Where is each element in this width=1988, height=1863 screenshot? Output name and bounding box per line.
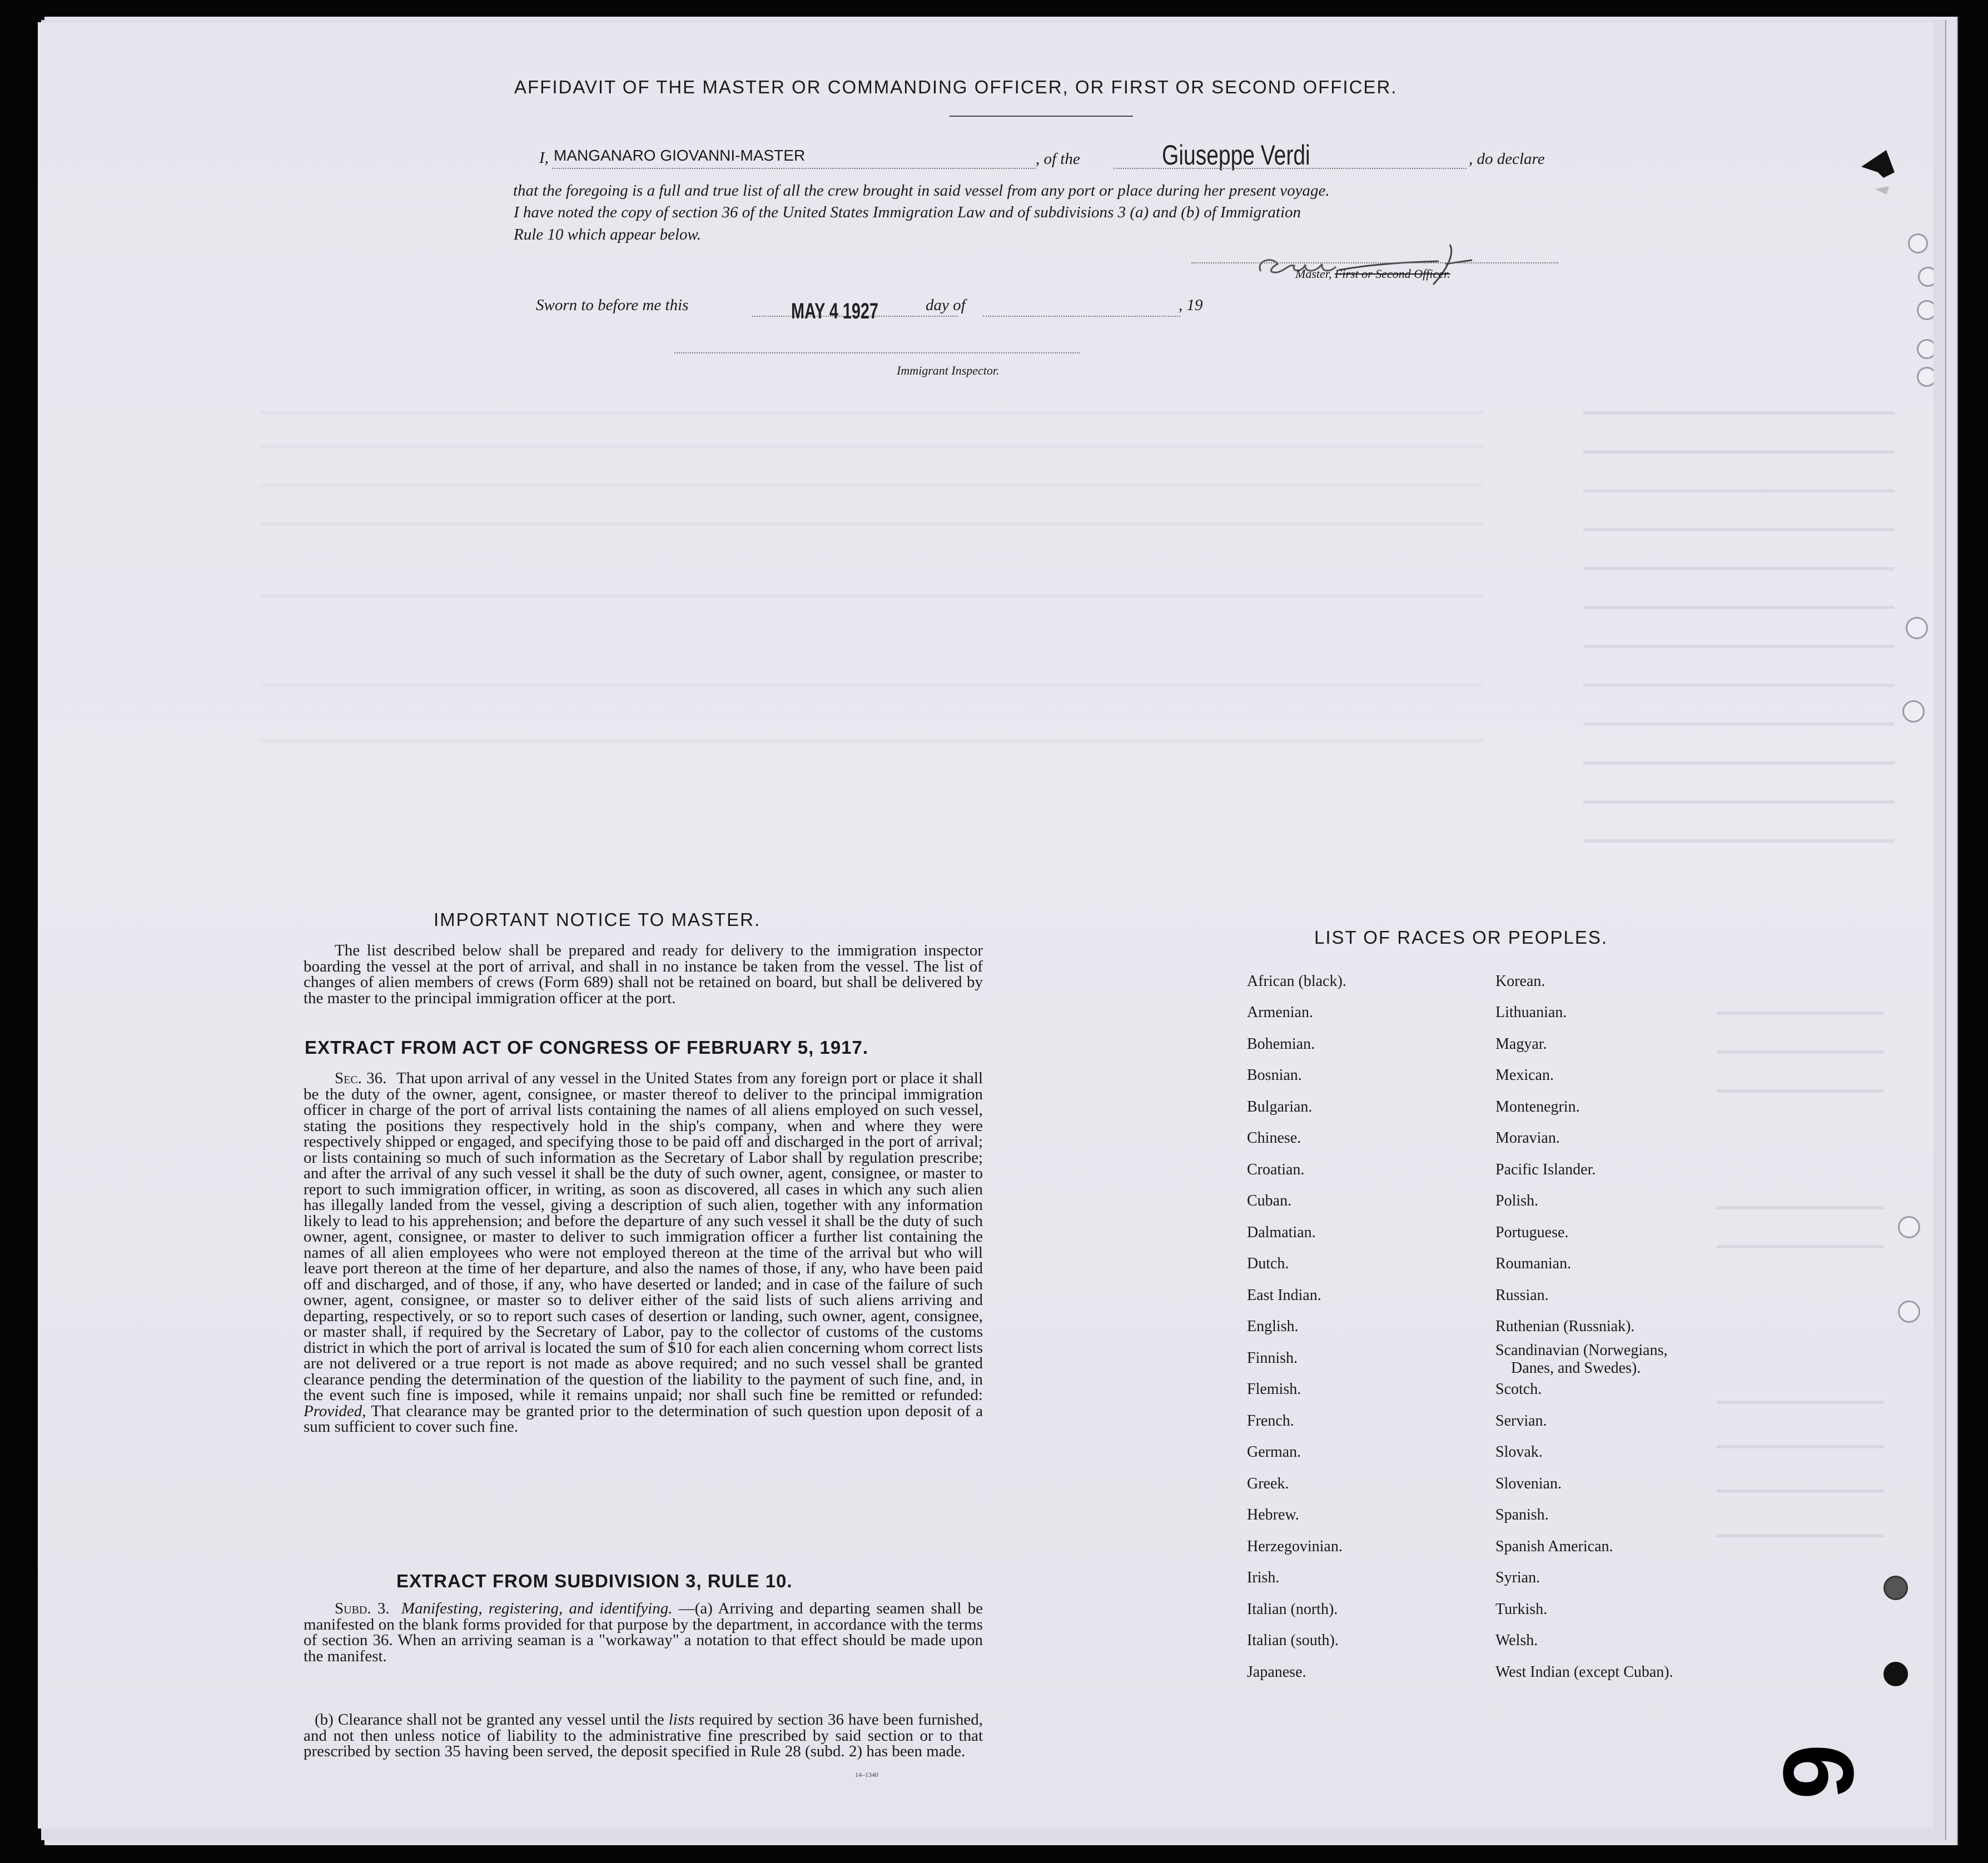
act-section-label: Sec. 36.	[335, 1069, 387, 1087]
signer-role-master: Master,	[1295, 267, 1332, 281]
race-item: Spanish American.	[1495, 1538, 1613, 1555]
race-item: Mexican.	[1495, 1067, 1554, 1084]
month-line	[983, 316, 1180, 317]
binder-hole	[1883, 1662, 1908, 1686]
document-page	[38, 22, 1934, 1829]
race-item: Greek.	[1247, 1475, 1289, 1492]
race-item: Italian (south).	[1247, 1632, 1339, 1649]
title-rule	[950, 116, 1133, 117]
binder-hole	[1917, 300, 1934, 320]
rule-para-b-lists: lists	[668, 1711, 695, 1728]
race-item: West Indian (except Cuban).	[1495, 1663, 1673, 1681]
sworn-label: Sworn to before me this	[536, 296, 689, 314]
torn-corner-mark	[1856, 133, 1911, 200]
race-item: Bosnian.	[1247, 1067, 1302, 1084]
rule-para-b-start: (b) Clearance shall not be granted any vessel until the	[315, 1711, 664, 1728]
signer-role-struck: First or Second Officer.	[1334, 267, 1450, 281]
race-item: Japanese.	[1247, 1663, 1306, 1681]
date-stamp: MAY 4 1927	[791, 299, 878, 323]
of-the-label: , of the	[1036, 150, 1080, 168]
binder-hole	[1898, 1301, 1920, 1323]
binder-hole	[1898, 1216, 1920, 1238]
race-item: French.	[1247, 1412, 1294, 1429]
race-item: Croatian.	[1247, 1161, 1305, 1178]
race-item: Polish.	[1495, 1192, 1539, 1209]
notice-title: IMPORTANT NOTICE TO MASTER.	[434, 909, 761, 930]
race-item: Bohemian.	[1247, 1035, 1315, 1053]
binder-hole	[1902, 700, 1925, 723]
race-item: African (black).	[1247, 973, 1346, 990]
act-section-end: That clearance may be granted prior to the determination of such question upon deposit of a sum sufficient to cover such fine.	[304, 1402, 983, 1436]
affidavit-line-2: that the foregoing is a full and true list of all the crew brought in said vessel from any port or place during her present voyage.	[513, 182, 1330, 200]
binder-hole	[1918, 267, 1934, 287]
signature-text	[1261, 250, 1262, 251]
day-of-label: day of	[926, 296, 966, 314]
notice-body: The list described below shall be prepared and ready for delivery to the immigration inspector boarding the vessel at the port of arrival, and shall in no instance be taken from the vessel. The list of changes of alien members of crews (Form 689) shall not be retained on board, but shall be delivered by the master to the principal immigration officer at the port.	[304, 942, 983, 1007]
race-item: Flemish.	[1247, 1381, 1301, 1398]
race-item: Slovenian.	[1495, 1475, 1562, 1492]
form-number: 14–1340	[855, 1771, 878, 1779]
race-item: English.	[1247, 1318, 1299, 1335]
race-item: Irish.	[1247, 1569, 1280, 1586]
race-item: Welsh.	[1495, 1632, 1538, 1649]
act-body	[304, 1070, 983, 1435]
binder-hole	[1917, 367, 1934, 387]
act-provided: Provided,	[304, 1402, 366, 1420]
race-item: Chinese.	[1247, 1129, 1301, 1147]
inspector-label: Immigrant Inspector.	[897, 363, 1000, 377]
race-item: Spanish.	[1495, 1506, 1549, 1523]
race-item: Syrian.	[1495, 1569, 1540, 1586]
race-item: Slovak.	[1495, 1443, 1543, 1461]
do-declare-label: , do declare	[1469, 150, 1545, 168]
master-name-line	[552, 168, 1036, 169]
act-section-text: That upon arrival of any vessel in the United States from any foreign port or place it shall be the duty of the owner, agent, consignee, or master thereof to deliver to the principal immigration officer in charge of the port of arrival lists containing the names of all aliens employed on such vessel, stating the positions they respectively hold in the ship's company, when and where they were respectively shipped or engaged, and specifying those to be paid off and discharged in the port of arrival; or lists containing so much of such information as the Secretary of Labor shall by regulation prescribe; and after the arrival of any such vessel it shall be the duty of such owner, agent, consignee, or master to report to such immigration officer, in writing, as soon as discovered, all cases in which any such alien has illegally landed from the vessel, giving a description of such alien, together with any information likely to lead to his apprehension; and before the departure of any such vessel it shall be the duty of such owner, agent, consignee, or master to deliver to such immigration officer a further list containing the names of all alien employees who were not employed thereon at the time of the arrival but who will leave port thereon at the time of her departure, and also the names of those, if any, who have been paid off and discharged, and of those, if any, who have deserted or landed; and in case of the failure of such owner, agent, consignee, or master so to deliver either of the said lists of such aliens arriving and departing, respectively, or so to report such cases of desertion or landing, such owner, agent, consignee, or master shall, if required by the Secretary of Labor, pay to the collector of customs of the customs district in which the port of arrival is located the sum of $10 for each alien concerning whom correct lists are not delivered or a true report is not made as above required; and no such vessel shall be granted clearance pending the determination of the question of the liability to the payment of such fine, and, in the event such fine is imposed, while it remains unpaid; nor shall such fine be remitted or refunded:	[304, 1069, 983, 1404]
race-item: Dutch.	[1247, 1255, 1289, 1272]
rule-para-b-end: required by section 36 have been furnished, and not then unless notice of liability to the administrative fine prescribed by said section or to that prescribed by section 35 having been served, the deposit specified in Rule 28 (subd. 2) has been made.	[304, 1711, 983, 1760]
race-item: Pacific Islander.	[1495, 1161, 1596, 1178]
rule-para-a	[304, 1601, 983, 1664]
year-label: , 19	[1179, 296, 1203, 314]
race-item: Scandinavian (Norwegians,	[1495, 1342, 1668, 1359]
race-item: Portuguese.	[1495, 1224, 1569, 1241]
race-item: Bulgarian.	[1247, 1098, 1313, 1115]
race-item: Moravian.	[1495, 1129, 1560, 1147]
race-item: Scotch.	[1495, 1381, 1542, 1398]
race-item: Herzegovinian.	[1247, 1538, 1343, 1555]
race-item: Montenegrin.	[1495, 1098, 1580, 1115]
race-item: Servian.	[1495, 1412, 1547, 1429]
race-item: Roumanian.	[1495, 1255, 1572, 1272]
race-item: Korean.	[1495, 973, 1545, 990]
affidavit-lead-i: I,	[539, 149, 549, 167]
master-name: MANGANARO GIOVANNI-MASTER	[554, 147, 806, 164]
rule-para-a-text: —(a) Arriving and departing seamen shall be manifested on the blank forms provided for that purpose by the department, in accordance with the terms of section 36. When an arriving seaman is a "workaway" a notation to that effect should be made upon the manifest.	[304, 1600, 983, 1665]
affidavit-line-3: I have noted the copy of section 36 of the United States Immigration Law and of subdivisions 3 (a) and (b) of Immigration	[514, 203, 1301, 221]
vessel-name: Giuseppe Verdi	[1162, 140, 1310, 171]
race-item: Russian.	[1495, 1287, 1549, 1304]
inspector-signature-line	[674, 352, 1080, 353]
race-item: Dalmatian.	[1247, 1224, 1316, 1241]
affidavit-title: AFFIDAVIT OF THE MASTER OR COMMANDING OFFICER, OR FIRST OR SECOND OFFICER.	[514, 77, 1398, 97]
rule-para-b	[304, 1712, 983, 1760]
page-number: 6	[1762, 1744, 1875, 1800]
binder-hole	[1906, 617, 1928, 639]
act-title: EXTRACT FROM ACT OF CONGRESS OF FEBRUARY 5, 1917.	[305, 1037, 869, 1058]
affidavit-line-4: Rule 10 which appear below.	[514, 226, 701, 243]
vessel-name-line	[1114, 168, 1467, 169]
race-item: East Indian.	[1247, 1287, 1321, 1304]
binder-hole	[1917, 339, 1934, 359]
rule-subd-label: Subd. 3.	[335, 1600, 390, 1617]
race-item: Hebrew.	[1247, 1506, 1299, 1523]
race-item: Ruthenian (Russniak).	[1495, 1318, 1635, 1335]
races-title: LIST OF RACES OR PEOPLES.	[1314, 927, 1608, 948]
binder-hole	[1908, 233, 1928, 253]
race-item: Magyar.	[1495, 1035, 1547, 1053]
race-item: Turkish.	[1495, 1601, 1548, 1618]
binder-hole	[1883, 1576, 1908, 1600]
rule-subd-heading: Manifesting, registering, and identifying.	[401, 1600, 673, 1617]
race-item: German.	[1247, 1443, 1301, 1461]
race-item: Italian (north).	[1247, 1601, 1338, 1618]
signer-role	[1295, 267, 1450, 281]
signature-line	[1191, 262, 1558, 263]
race-item: Cuban.	[1247, 1192, 1292, 1209]
race-item: Finnish.	[1247, 1349, 1298, 1367]
race-item-continuation: Danes, and Swedes).	[1511, 1359, 1641, 1377]
race-item: Lithuanian.	[1495, 1004, 1567, 1021]
race-item: Armenian.	[1247, 1004, 1313, 1021]
rule-title: EXTRACT FROM SUBDIVISION 3, RULE 10.	[396, 1571, 793, 1591]
